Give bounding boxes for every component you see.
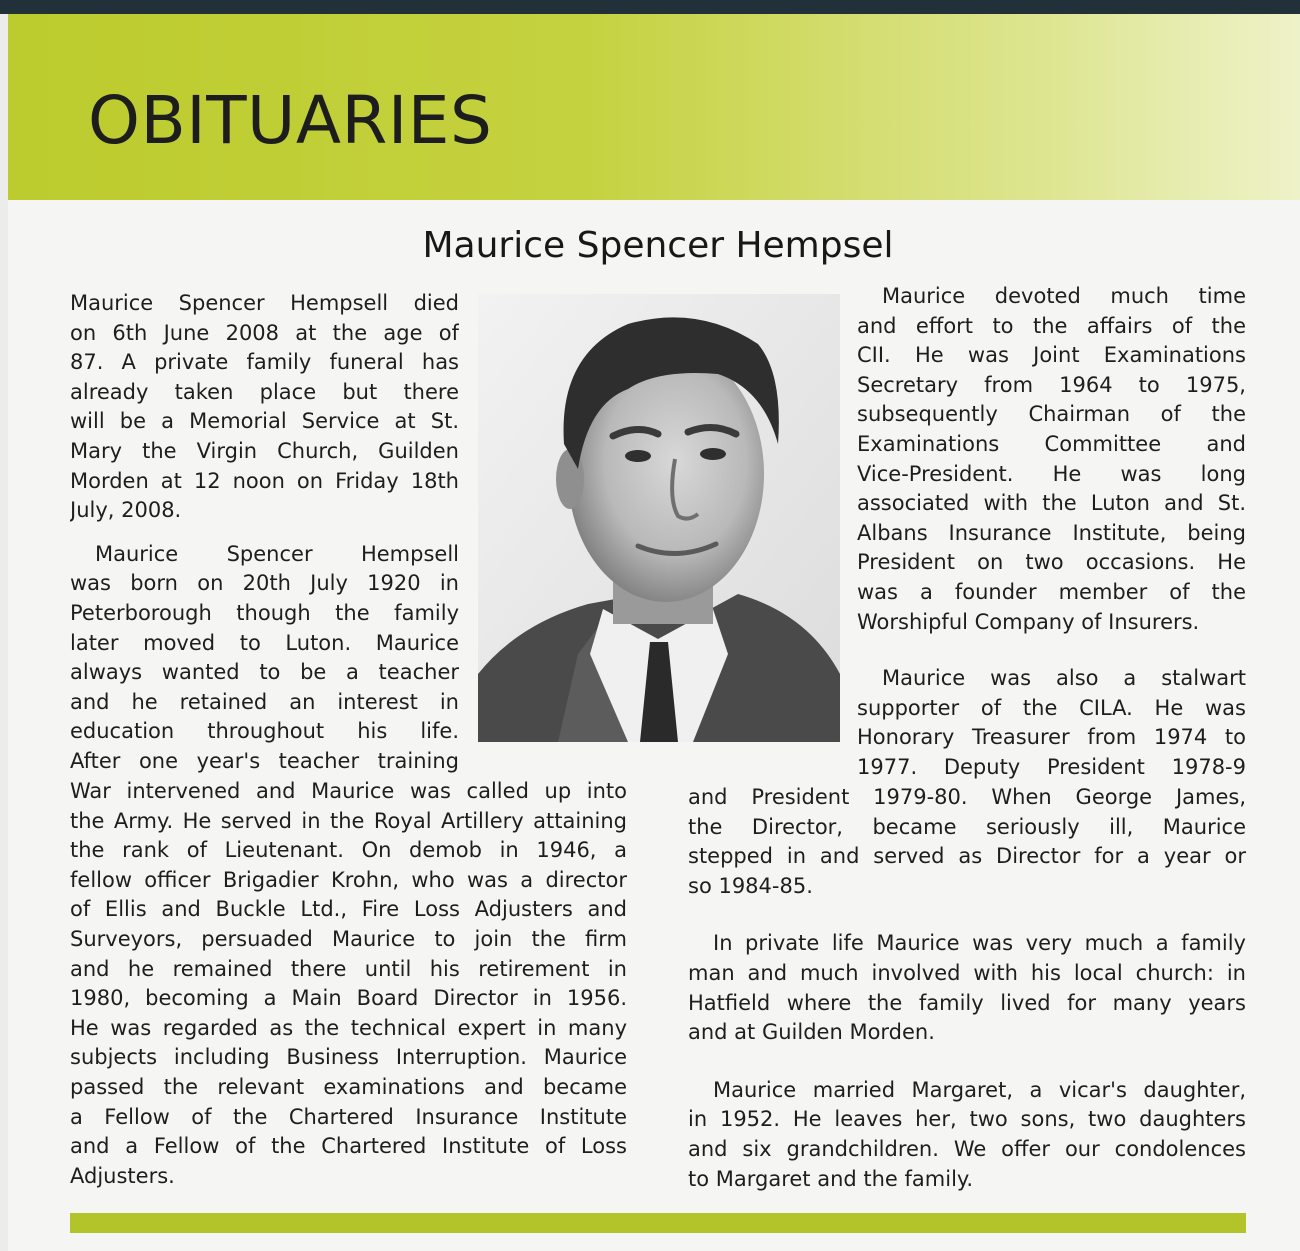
bottom-divider-rule xyxy=(70,1213,1246,1233)
text-line: man and much involved with his local church: in xyxy=(688,960,1246,985)
text-line: subjects including Business Interruption. Maurice xyxy=(70,1045,627,1070)
text-line: 1977. Deputy President 1978-9 xyxy=(857,754,1246,779)
obituary-column-right-middle xyxy=(857,664,1246,782)
text-line: fellow officer Brigadier Krohn, who was a director xyxy=(70,867,627,892)
text-line: 1980, becoming a Main Board Director in 1956. xyxy=(70,986,627,1011)
text-line: and six grandchildren. We offer our condolences xyxy=(688,1136,1246,1161)
text-line: education throughout his life. xyxy=(70,719,459,744)
text-line: and a Fellow of the Chartered Institute of Loss xyxy=(70,1134,627,1159)
text-line: so 1984-85. xyxy=(688,873,813,898)
paragraph-gap xyxy=(688,901,1246,929)
text-line: Maurice devoted much time xyxy=(882,284,1246,308)
article-heading: Maurice Spencer Hempsel xyxy=(422,225,894,266)
text-line: Mary the Virgin Church, Guilden xyxy=(70,438,459,463)
text-line: Worshipful Company of Insurers. xyxy=(857,609,1200,634)
text-line: Albans Insurance Institute, being xyxy=(857,520,1246,545)
text-line: War intervened and Maurice was called up into xyxy=(70,779,627,803)
text-line: was a founder member of the xyxy=(857,579,1246,604)
text-line: Maurice was also a stalwart xyxy=(882,666,1246,690)
text-line: a Fellow of the Chartered Insurance Institute xyxy=(70,1104,627,1129)
text-line: passed the relevant examinations and became xyxy=(70,1074,627,1099)
text-line: of Ellis and Buckle Ltd., Fire Loss Adjusters and xyxy=(70,897,627,922)
text-line: to Margaret and the family. xyxy=(688,1166,974,1191)
text-line: the rank of Lieutenant. On demob in 1946, a xyxy=(70,838,627,863)
text-line: will be a Memorial Service at St. xyxy=(70,409,459,434)
text-line: July, 2008. xyxy=(70,498,182,523)
text-line: CII. He was Joint Examinations xyxy=(857,343,1246,368)
text-line: and effort to the affairs of the xyxy=(857,313,1246,338)
text-line: on 6th June 2008 at the age of xyxy=(70,320,459,345)
text-line: the Director, became seriously ill, Maurice xyxy=(688,814,1246,839)
text-line: In private life Maurice was very much a family xyxy=(713,931,1246,956)
obituary-column-right-lower xyxy=(688,783,1246,1194)
text-line: already taken place but there xyxy=(70,379,459,404)
text-line: Secretary from 1964 to 1975, xyxy=(857,372,1246,397)
text-line: Morden at 12 noon on Friday 18th xyxy=(70,468,459,493)
text-line: and President 1979-80. When George James, xyxy=(688,785,1246,809)
text-line: Maurice Spencer Hempsell died xyxy=(70,291,459,315)
text-line: stepped in and served as Director for a year or xyxy=(688,844,1246,869)
text-line: subsequently Chairman of the xyxy=(857,402,1246,427)
text-line: supporter of the CILA. He was xyxy=(857,695,1246,720)
text-line: 87. A private family funeral has xyxy=(70,350,459,375)
text-line: the Army. He served in the Royal Artillery attaining xyxy=(70,808,627,833)
obituary-column-right-upper xyxy=(857,282,1246,637)
text-line: Hatfield where the family lived for many years xyxy=(688,990,1246,1015)
paragraph-gap xyxy=(70,526,459,540)
portrait-photo xyxy=(478,294,840,742)
text-line: He was regarded as the technical expert in many xyxy=(70,1015,627,1040)
text-line: and he retained an interest in xyxy=(70,689,459,714)
obituary-column-left-lower xyxy=(70,777,627,1191)
text-line: Maurice married Margaret, a vicar's daughter, xyxy=(713,1077,1246,1102)
obituary-column-left-upper xyxy=(70,289,459,777)
section-banner xyxy=(8,14,1300,200)
top-dark-bar xyxy=(0,0,1300,14)
text-line: and at Guilden Morden. xyxy=(688,1020,935,1045)
text-line: Maurice Spencer Hempsell xyxy=(95,541,459,566)
text-line: always wanted to be a teacher xyxy=(70,660,459,685)
paragraph-gap xyxy=(688,1048,1246,1076)
text-line: Examinations Committee and xyxy=(857,431,1246,456)
text-line: Adjusters. xyxy=(70,1163,175,1188)
text-line: After one year's teacher training xyxy=(70,748,459,773)
text-line: later moved to Luton. Maurice xyxy=(70,630,459,655)
text-line: Honorary Treasurer from 1974 to xyxy=(857,725,1246,750)
text-line: President on two occasions. He xyxy=(857,550,1246,575)
section-title: OBITUARIES xyxy=(88,82,493,159)
text-line: and he remained there until his retirement in xyxy=(70,956,627,981)
text-line: Surveyors, persuaded Maurice to join the firm xyxy=(70,926,627,951)
text-line: associated with the Luton and St. xyxy=(857,491,1246,516)
portrait-illustration xyxy=(478,294,840,742)
text-line: in 1952. He leaves her, two sons, two daughters xyxy=(688,1107,1246,1132)
text-line: was born on 20th July 1920 in xyxy=(70,571,459,596)
text-line: Vice-President. He was long xyxy=(857,461,1246,486)
text-line: Peterborough though the family xyxy=(70,600,459,625)
